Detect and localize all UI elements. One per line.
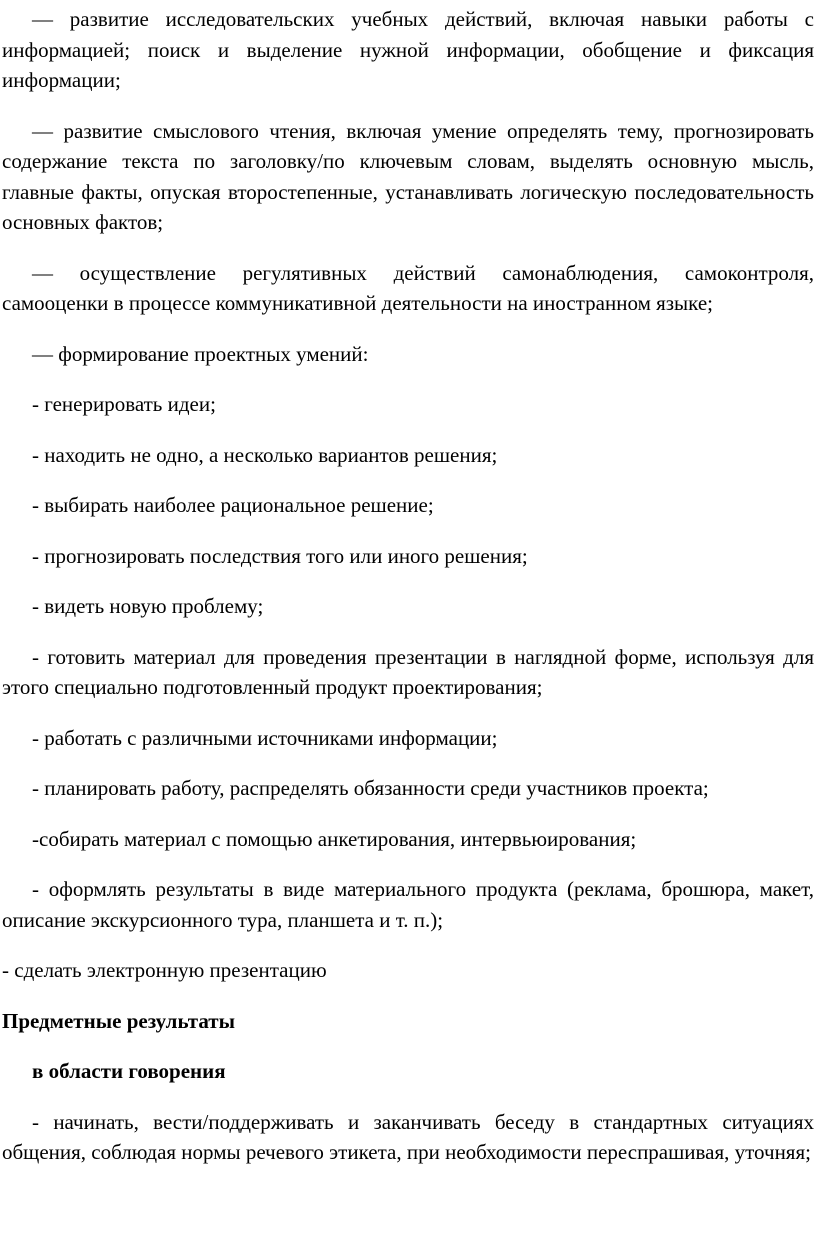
list-item-make-presentation: - сделать электронную презентацию — [2, 958, 327, 982]
paragraph-semantic-reading: — развитие смыслового чтения, включая умение определять тему, прогнозировать содержание текста по заголовку/по ключевым словам, выделять основную мысль, главные факты, опуская второстепенные, устанавливать логическую последовательность основных фактов; — [2, 118, 814, 234]
list-item-prepare-material: - готовить материал для проведения презентации в наглядной форме, используя для этого специально подготовленный продукт проектирования; — [2, 644, 814, 699]
list-item-format-results: - оформлять результаты в виде материального продукта (реклама, брошюра, макет, описание экскурсионного тура, планшета и т. п.); — [2, 877, 814, 932]
list-item-find-variants: - находить не одно, а несколько вариантов решения; — [32, 442, 498, 467]
paragraph-project-skills: — формирование проектных умений: — [32, 341, 369, 366]
list-item-work-with-sources: - работать с различными источниками информации; — [32, 725, 498, 750]
list-item-plan-work: - планировать работу, распределять обязанности среди участников проекта; — [32, 776, 709, 800]
list-item-collect-material: -собирать материал с помощью анкетирования, интервьюирования; — [32, 826, 637, 851]
list-item-generate-ideas: - генерировать идеи; — [32, 392, 216, 416]
list-item-conversation: - начинать, вести/поддерживать и заканчивать беседу в стандартных ситуациях общения, соблюдая нормы речевого этикета, при необходимости переспрашивая, уточняя; — [2, 1109, 814, 1164]
paragraph-research-actions: — развитие исследовательских учебных действий, включая навыки работы с информацией; поиск и выделение нужной информации, обобщение и фиксация информации; — [2, 7, 814, 92]
subsection-heading: в области говорения — [32, 1059, 226, 1083]
list-item-predict-consequences: - прогнозировать последствия того или иного решения; — [32, 543, 528, 568]
paragraph-regulatory-actions: — осуществление регулятивных действий самонаблюдения, самоконтроля, самооценки в процессе коммуникативной деятельности на иностранном языке; — [2, 260, 814, 315]
section-heading: Предметные результаты — [2, 1008, 235, 1033]
list-item-choose-solution: - выбирать наиболее рациональное решение; — [32, 493, 434, 517]
list-item-see-problem: - видеть новую проблему; — [32, 594, 264, 618]
